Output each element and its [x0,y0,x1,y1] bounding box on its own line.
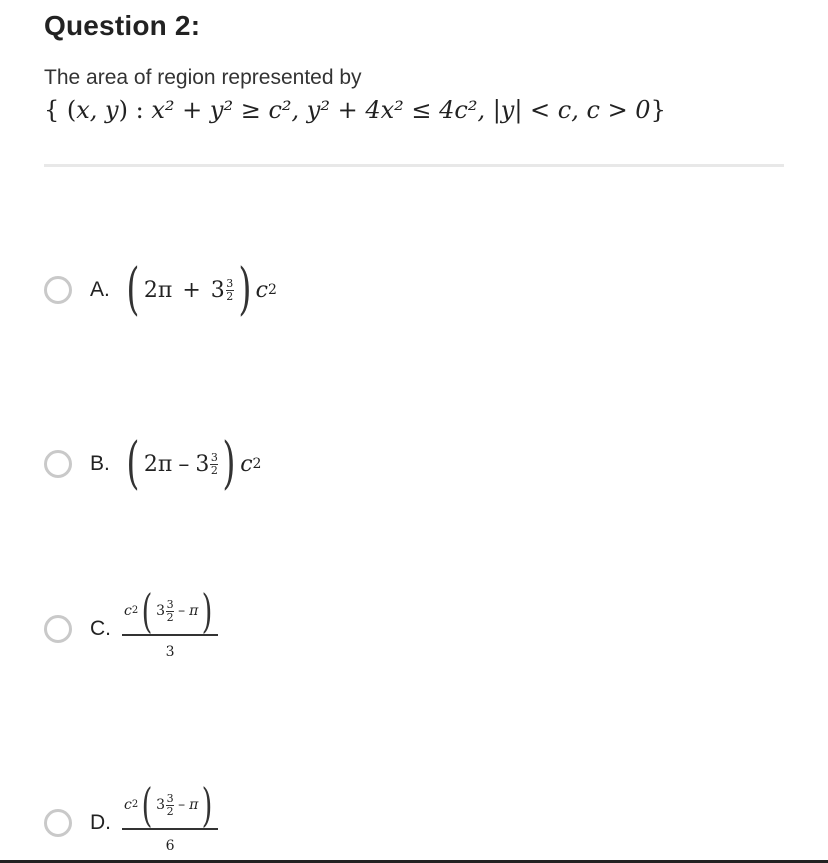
option-c-expression [122,584,218,660]
term-2pi: 2π [143,277,173,303]
radio-button-c[interactable] [44,615,72,643]
set-open-brace: { ( [44,96,77,124]
c-symbol: c [240,451,253,477]
set-expression [44,96,666,124]
fraction-numerator: c 2 ( 3 $\frac{3}{2}$ – π ) [124,778,213,832]
option-c[interactable] [44,584,218,660]
fraction-numerator: c 2 ( 3 $\frac{3}{2}$ – π ) [124,584,213,638]
question-title: Question 2: [44,10,201,41]
question-prompt: The area of region represented by [44,66,362,89]
exponent-denominator: 2 [226,289,234,303]
option-letter: A. [90,278,110,301]
exponent-numerator: 3 [226,276,234,290]
set-variables: x, y [76,96,119,124]
term-2pi: 2π [143,451,173,477]
minus-sign: – [178,797,186,813]
paren-open: ( [141,778,153,832]
base-3: 3 [210,277,225,303]
base-3: 3 [195,451,210,477]
c-symbol: c [255,277,268,303]
fraction [122,584,218,660]
base-3: 3 [156,603,166,619]
option-letter: B. [90,452,110,475]
exponent-denominator: 2 [166,610,174,624]
fraction-denominator: 3 [165,644,175,660]
set-conditions: x² + y² ≥ c², y² + 4x² ≤ 4c², |y| < c, c > 0 [151,96,651,124]
option-b[interactable] [44,431,262,496]
c-symbol: c [124,797,132,813]
paren-close: ) [201,778,213,832]
exponent-numerator: 3 [166,597,174,611]
option-letter: C. [90,617,111,640]
fraction [122,778,218,854]
paren-open: ( [126,431,140,496]
set-close-brace: } [650,96,666,124]
radio-button-b[interactable] [44,450,72,478]
exponent-fraction [166,599,174,623]
option-letter: D. [90,811,111,834]
set-colon: : [135,96,144,124]
option-b-expression: ( 2π – 3 $\frac{3}{2}$ ) c 2 [126,431,262,496]
option-d-expression [122,778,218,854]
plus-sign: + [182,277,201,303]
fraction-denominator: 6 [165,838,175,854]
option-d[interactable] [44,778,218,854]
exponent-denominator: 2 [166,804,174,818]
divider [44,164,784,167]
pi-symbol: π [189,603,199,619]
paren-open: ( [126,257,140,322]
paren-close: ) [201,584,213,638]
pi-symbol: π [189,797,199,813]
exponent-denominator: 2 [210,463,218,477]
exponent-fraction [210,452,218,476]
base-3: 3 [156,797,166,813]
minus-sign: – [178,603,186,619]
minus-sign: – [178,451,190,477]
exponent-fraction [226,278,234,302]
exponent-numerator: 3 [166,791,174,805]
radio-button-d[interactable] [44,809,72,837]
paren-close: ) [238,257,252,322]
option-a-expression: ( 2π + 3 $\frac{3}{2}$ ) c 2 [126,257,277,322]
option-a[interactable] [44,257,277,322]
radio-button-a[interactable] [44,276,72,304]
c-symbol: c [124,603,132,619]
paren-close: ) [222,431,236,496]
set-close-paren: ) [118,96,128,124]
paren-open: ( [141,584,153,638]
exponent-numerator: 3 [210,450,218,464]
exponent-fraction [166,793,174,817]
